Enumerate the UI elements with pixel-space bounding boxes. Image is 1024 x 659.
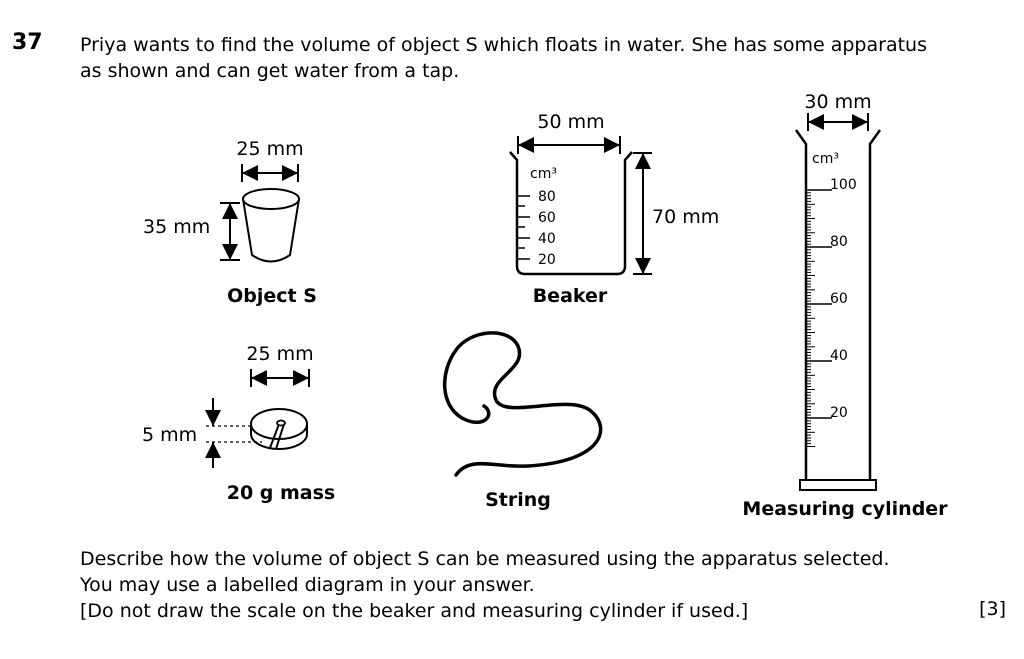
mass-caption: 20 g mass [226, 482, 336, 504]
mass-disc-shape [251, 409, 307, 449]
instruction-line-2: You may use a labelled diagram in your answer. [80, 574, 535, 596]
cylinder-scale-60: 60 [830, 291, 848, 307]
object-s-caption: Object S [227, 285, 317, 307]
string-caption: String [485, 489, 551, 511]
marks-allocation: [3] [979, 598, 1006, 620]
string-curve [445, 333, 601, 475]
beaker-width-label: 50 mm [537, 111, 605, 133]
object-s-cup-shape [243, 189, 299, 262]
question-instructions [80, 546, 1010, 624]
beaker-unit: cm³ [530, 166, 557, 182]
beaker-outline [510, 152, 632, 274]
instruction-line-1: Describe how the volume of object S can be measured using the apparatus selected. [80, 548, 890, 570]
question-number: 37 [12, 30, 43, 55]
mass-20g [142, 343, 335, 504]
stem-line-1: Priya wants to find the volume of object S which floats in water. She has some apparatus [80, 34, 927, 56]
beaker-height-label: 70 mm [652, 206, 720, 228]
cylinder-base [800, 480, 876, 490]
cylinder-scale-100: 100 [830, 177, 857, 193]
cylinder-unit: cm³ [812, 151, 839, 167]
mass-width-label: 25 mm [246, 343, 314, 365]
string [445, 333, 601, 511]
cylinder-width-label: 30 mm [804, 91, 872, 113]
object-s [143, 138, 317, 307]
stem-line-2: as shown and can get water from a tap. [80, 60, 460, 82]
object-s-width-label: 25 mm [236, 138, 304, 160]
beaker-caption: Beaker [532, 285, 608, 307]
beaker-scale-60: 60 [538, 210, 556, 226]
cylinder-scale-40: 40 [830, 348, 848, 364]
instruction-line-3: [Do not draw the scale on the beaker and measuring cylinder if used.] [80, 600, 749, 622]
beaker-scale [517, 189, 556, 268]
beaker-scale-20: 20 [538, 252, 556, 268]
cylinder-scale-80: 80 [830, 234, 848, 250]
measuring-cylinder [742, 91, 948, 520]
mass-height-label: 5 mm [142, 424, 198, 446]
beaker-scale-40: 40 [538, 231, 556, 247]
cylinder-scale-20: 20 [830, 405, 848, 421]
object-s-height-label: 35 mm [143, 216, 211, 238]
beaker [510, 111, 719, 307]
cylinder-scale [806, 190, 832, 447]
cylinder-caption: Measuring cylinder [742, 498, 948, 520]
beaker-scale-80: 80 [538, 189, 556, 205]
